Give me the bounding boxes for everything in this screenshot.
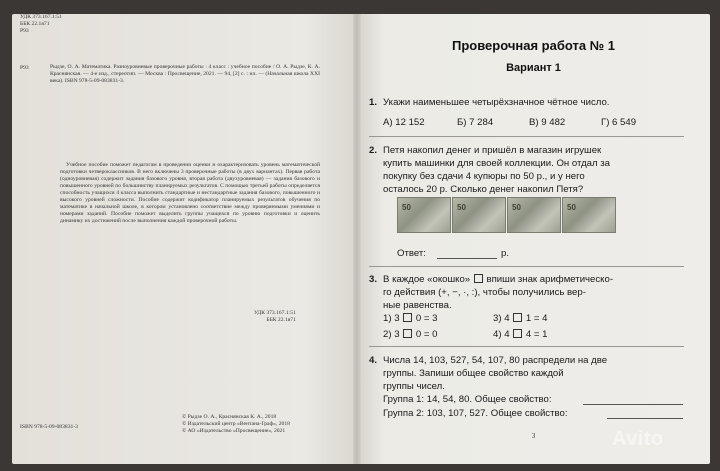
question-line: группы. Запиши общее свойство каждой [383, 368, 564, 379]
copyright-line: © Издательский центр «Вентана-Граф», 2018 [182, 421, 290, 427]
equation-item [383, 312, 438, 325]
banknote-image [562, 197, 616, 233]
variant-title: Вариант 1 [506, 62, 561, 74]
group-1-answer-field[interactable] [583, 404, 683, 405]
question-number: 2. [369, 145, 378, 156]
operator-slot[interactable] [403, 313, 412, 322]
question-number: 4. [369, 355, 378, 366]
copyright-line: © Рыдзе О. А., Краснянская К. А., 2018 [182, 414, 277, 420]
answer-option[interactable]: Г) 6 549 [601, 117, 637, 128]
result: = 0 [423, 329, 438, 340]
banknote-image [397, 197, 451, 233]
udk-code: УДК 373.167.1:51 [20, 14, 62, 20]
banknote-image [507, 197, 561, 233]
operand: 3 [394, 313, 400, 324]
page-number: 3 [531, 432, 536, 440]
banknote-value: 50 [457, 203, 466, 212]
question-line: Петя накопил денег и пришёл в магазин игрушек [383, 145, 602, 156]
worksheet [357, 0, 710, 471]
equation-item [493, 328, 548, 341]
question-line: купить машинки для своей коллекции. Он отдал за [383, 158, 611, 169]
equation-item [493, 312, 548, 325]
equation-item [383, 328, 438, 341]
question-number: 3. [369, 274, 378, 285]
divider [369, 266, 684, 267]
answer-field[interactable] [437, 258, 497, 259]
question-line: ные равенства. [383, 300, 452, 311]
banknote-value: 50 [512, 203, 521, 212]
question-text [383, 354, 607, 393]
item-number: 4) [493, 329, 502, 340]
bbk-code: ББК 22.1я71 [20, 21, 50, 27]
abstract-text: Учебное пособие поможет педагогам в проведении оценки и охарактеризовать уровень математической подготовки четвероклассников. В него включены 3 проверочные работы (в двух вариантах). Первая работа (одноуровневая) содержит задания базового уровня, вторая работа (двухуровневая) — задания базового и повышенного уровней по большинству планируемых результатов. С помощью третьей работы определяется способность учащихся 4 класса выполнить стандартные и нестандартные задания базового, повышенного и высокого уровней сложности. Пособие содержит кодификатор планируемых результатов обучения по математике в начальной школе, в котором установлено соответствие между проверяемыми умениями и номерами заданий. Пособие поможет выделить группы учащихся по уровню подготовки и оценить динамику их достижений после выполнения каждой проверочной работы. [60, 162, 320, 224]
index-code: Р93 [20, 28, 29, 34]
question-line: Числа 14, 103, 527, 54, 107, 80 распредели на две [383, 355, 608, 366]
operand: 0 [415, 313, 422, 324]
question-number: 1. [369, 97, 378, 108]
classification-codes-bottom [254, 310, 296, 324]
answer-option[interactable]: В) 9 482 [529, 117, 566, 128]
answer-option[interactable]: А) 12 152 [383, 117, 425, 128]
group-2-answer-field[interactable] [607, 418, 683, 419]
udk-code-bottom: УДК 373.167.1:51 [254, 310, 296, 316]
question-text: Укажи наименьшее четырёхзначное чётное число. [383, 97, 610, 108]
question-line: группы чисел. [383, 381, 445, 392]
operator-slot[interactable] [513, 313, 522, 322]
operator-slot[interactable] [513, 329, 522, 338]
bbk-code-bottom: ББК 22.1я71 [266, 317, 296, 323]
author-sign: Р93 [20, 65, 29, 71]
question-text [383, 273, 613, 312]
divider [369, 346, 684, 347]
bibliographic-record: Рыдзе, О. А. Математика. Разноуровневые проверочные работы : 4 класс : учебное пособие / О. А. Рыдзе, К. А. Краснянская. — 4-е изд., стереотип. — Москва : Просвещение, 2021. — 94, [2] с. : ил. — (Начальная школа XXI века). ISBN 978-5-09-083831-3. [50, 64, 320, 84]
question-line: го действия (+, −, ·, :), чтобы получились вер- [383, 287, 586, 298]
group-2-line: Группа 2: 103, 107, 527. Общее свойство: [383, 408, 568, 419]
page-title: Проверочная работа № 1 [451, 38, 616, 53]
result: = 4 [533, 313, 548, 324]
window-box-icon [474, 274, 483, 283]
answer-unit: р. [501, 248, 510, 259]
answer-label: Ответ: [397, 248, 426, 259]
group-1-line: Группа 1: 14, 54, 80. Общее свойство: [383, 394, 552, 405]
question-text [383, 144, 610, 196]
operand: 1 [525, 313, 532, 324]
operand: 4 [504, 313, 510, 324]
operand: 4 [504, 329, 510, 340]
question-line: впиши знак арифметическо- [486, 274, 614, 285]
question-line: осталось 20 р. Сколько денег накопил Петя? [383, 184, 584, 195]
result: = 3 [423, 313, 438, 324]
copyright-line: © АО «Издательство «Просвещение», 2021 [182, 428, 286, 434]
item-number: 3) [493, 313, 502, 324]
classification-codes [20, 14, 62, 35]
banknote-value: 50 [402, 203, 411, 212]
copyright-block [182, 414, 290, 435]
item-number: 2) [383, 329, 392, 340]
result: = 1 [533, 329, 548, 340]
question-line: покупку без сдачи 4 купюры по 50 р., и у него [383, 171, 585, 182]
avito-watermark [612, 428, 664, 451]
operator-slot[interactable] [403, 329, 412, 338]
watermark-text: Avito [612, 428, 664, 450]
question-line: В каждое «окошко» [383, 274, 471, 285]
isbn: ISBN 978-5-09-083831-3 [20, 424, 78, 430]
banknotes-illustration [397, 197, 615, 233]
answer-option[interactable]: Б) 7 284 [457, 117, 494, 128]
operand: 3 [394, 329, 400, 340]
divider [369, 136, 684, 137]
banknote-image [452, 197, 506, 233]
item-number: 1) [383, 313, 392, 324]
operand: 4 [525, 329, 532, 340]
banknote-value: 50 [567, 203, 576, 212]
operand: 0 [415, 329, 422, 340]
